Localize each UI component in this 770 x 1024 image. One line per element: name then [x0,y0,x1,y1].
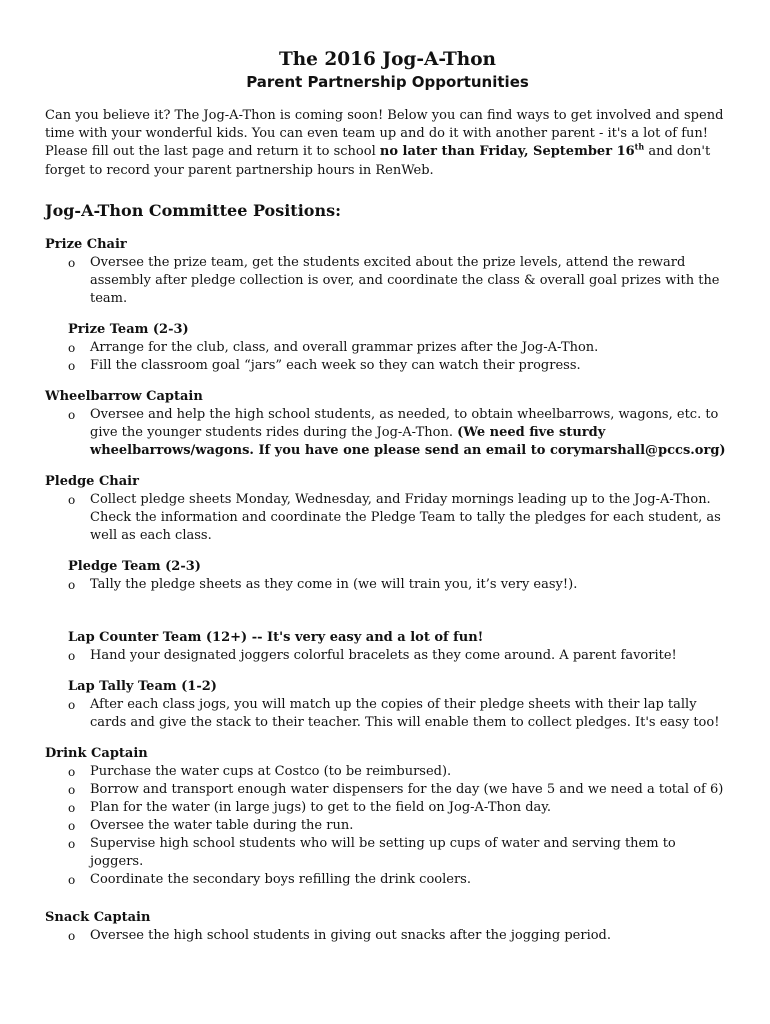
intro-text-1: Can you believe it? The Jog-A-Thon is coming soon! Below you can find ways to get involved and spend time with your wonderful kids. You can even team up and do it with another parent - it's a lot of fun! Please fill out the last page and return it to school [45,108,724,160]
bullet-marker: o [68,818,76,833]
list-item-text: Coordinate the secondary boys refilling the drink coolers. [90,871,471,887]
prize-team-list [68,339,730,375]
lap-counter-team-block [68,629,730,665]
bullet-marker: o [68,872,76,887]
bullet-marker: o [68,764,76,779]
list-item [68,647,730,665]
lap-counter-team-title: Lap Counter Team (12+) -- It's very easy and a lot of fun! [68,629,484,645]
intro-text-2: and don't forget to record your parent partnership hours in RenWeb. [45,144,711,178]
pledge-chair-block [45,473,730,545]
bullet-marker: o [68,407,76,422]
document-title: The 2016 Jog-A-Thon [278,49,497,70]
list-item [68,576,730,594]
prize-chair-title: Prize Chair [45,236,127,252]
list-item [68,696,730,732]
pledge-team-title: Pledge Team (2-3) [68,558,201,574]
wheelbarrow-item-request: (We need five sturdy wheelbarrows/wagons. If you have one please send an email to corymarshall@pccs.org) [90,424,726,458]
list-item-text: Arrange for the club, class, and overall grammar prizes after the Jog-A-Thon. [90,339,599,355]
spacer [45,607,730,629]
pledge-chair-title: Pledge Chair [45,473,139,489]
list-item-text: Borrow and transport enough water dispensers for the day (we have 5 and we need a total of 6) [90,781,724,797]
list-item-text: Fill the classroom goal “jars” each week so they can watch their progress. [90,357,581,373]
intro-deadline: no later than Friday, September 16 [379,144,635,160]
list-item [68,357,730,375]
wheelbarrow-captain-block [45,388,730,460]
list-item [45,799,730,817]
bullet-marker: o [68,836,76,851]
bullet-marker: o [68,928,76,943]
bullet-marker: o [68,340,76,355]
document-subtitle: Parent Partnership Opportunities [246,73,529,91]
snack-captain-title: Snack Captain [45,909,151,925]
prize-team-block [68,321,730,375]
wheelbarrow-item-text: Oversee and help the high school students, as needed, to obtain wheelbarrows, wagons, etc. to give the younger students rides during the Jog-A-Thon. [90,406,719,440]
section-heading: Jog-A-Thon Committee Positions: [45,200,341,220]
lap-tally-team-block [68,678,730,732]
list-item [45,927,730,945]
list-item-text: Hand your designated joggers colorful bracelets as they come around. A parent favorite! [90,647,677,663]
bullet-marker: o [68,492,76,507]
lap-tally-team-title: Lap Tally Team (1-2) [68,678,217,694]
snack-captain-block [45,909,730,945]
list-item-text: After each class jogs, you will match up the copies of their pledge sheets with their lap tally cards and give the stack to their teacher. This will enable them to collect pledges. It's easy too! [90,696,720,730]
bullet-marker: o [68,782,76,797]
drink-captain-block [45,745,730,889]
prize-chair-block [45,236,730,308]
list-item [45,871,730,889]
prize-team-title: Prize Team (2-3) [68,321,189,337]
list-item [45,406,730,460]
pledge-chair-list [45,491,730,545]
intro-deadline-suffix: th [634,142,645,153]
list-item-text: Collect pledge sheets Monday, Wednesday, and Friday mornings leading up to the Jog-A-Thon. Check the information and coordinate the Pledge Team to tally the pledges for each student, as well as each class. [90,491,721,543]
list-item [45,254,730,308]
bullet-marker: o [68,800,76,815]
list-item-text: Purchase the water cups at Costco (to be reimbursed). [90,763,452,779]
intro-paragraph [45,107,730,180]
snack-captain-list [45,927,730,945]
bullet-marker: o [68,648,76,663]
document-page [45,48,730,958]
list-item [45,763,730,781]
drink-captain-list [45,763,730,889]
prize-chair-list [45,254,730,308]
list-item-text: Oversee the prize team, get the students excited about the prize levels, attend the reward assembly after pledge collection is over, and coordinate the class & overall goal prizes with the team. [90,254,720,306]
drink-captain-title: Drink Captain [45,745,148,761]
list-item-text: Tally the pledge sheets as they come in (we will train you, it’s very easy!). [90,576,578,592]
list-item-text: Oversee the high school students in giving out snacks after the jogging period. [90,927,612,943]
lap-tally-team-list [68,696,730,732]
lap-counter-team-list [68,647,730,665]
list-item [68,339,730,357]
wheelbarrow-captain-title: Wheelbarrow Captain [45,388,203,404]
pledge-team-list [68,576,730,594]
list-item-text: Oversee the water table during the run. [90,817,354,833]
list-item [45,491,730,545]
pledge-team-block [68,558,730,594]
list-item-text: Supervise high school students who will be setting up cups of water and serving them to joggers. [90,835,676,869]
list-item [45,835,730,871]
bullet-marker: o [68,697,76,712]
bullet-marker: o [68,577,76,592]
list-item [45,781,730,799]
bullet-marker: o [68,358,76,373]
list-item-text: Plan for the water (in large jugs) to get to the field on Jog-A-Thon day. [90,799,552,815]
list-item [45,817,730,835]
bullet-marker: o [68,255,76,270]
wheelbarrow-captain-list [45,406,730,460]
